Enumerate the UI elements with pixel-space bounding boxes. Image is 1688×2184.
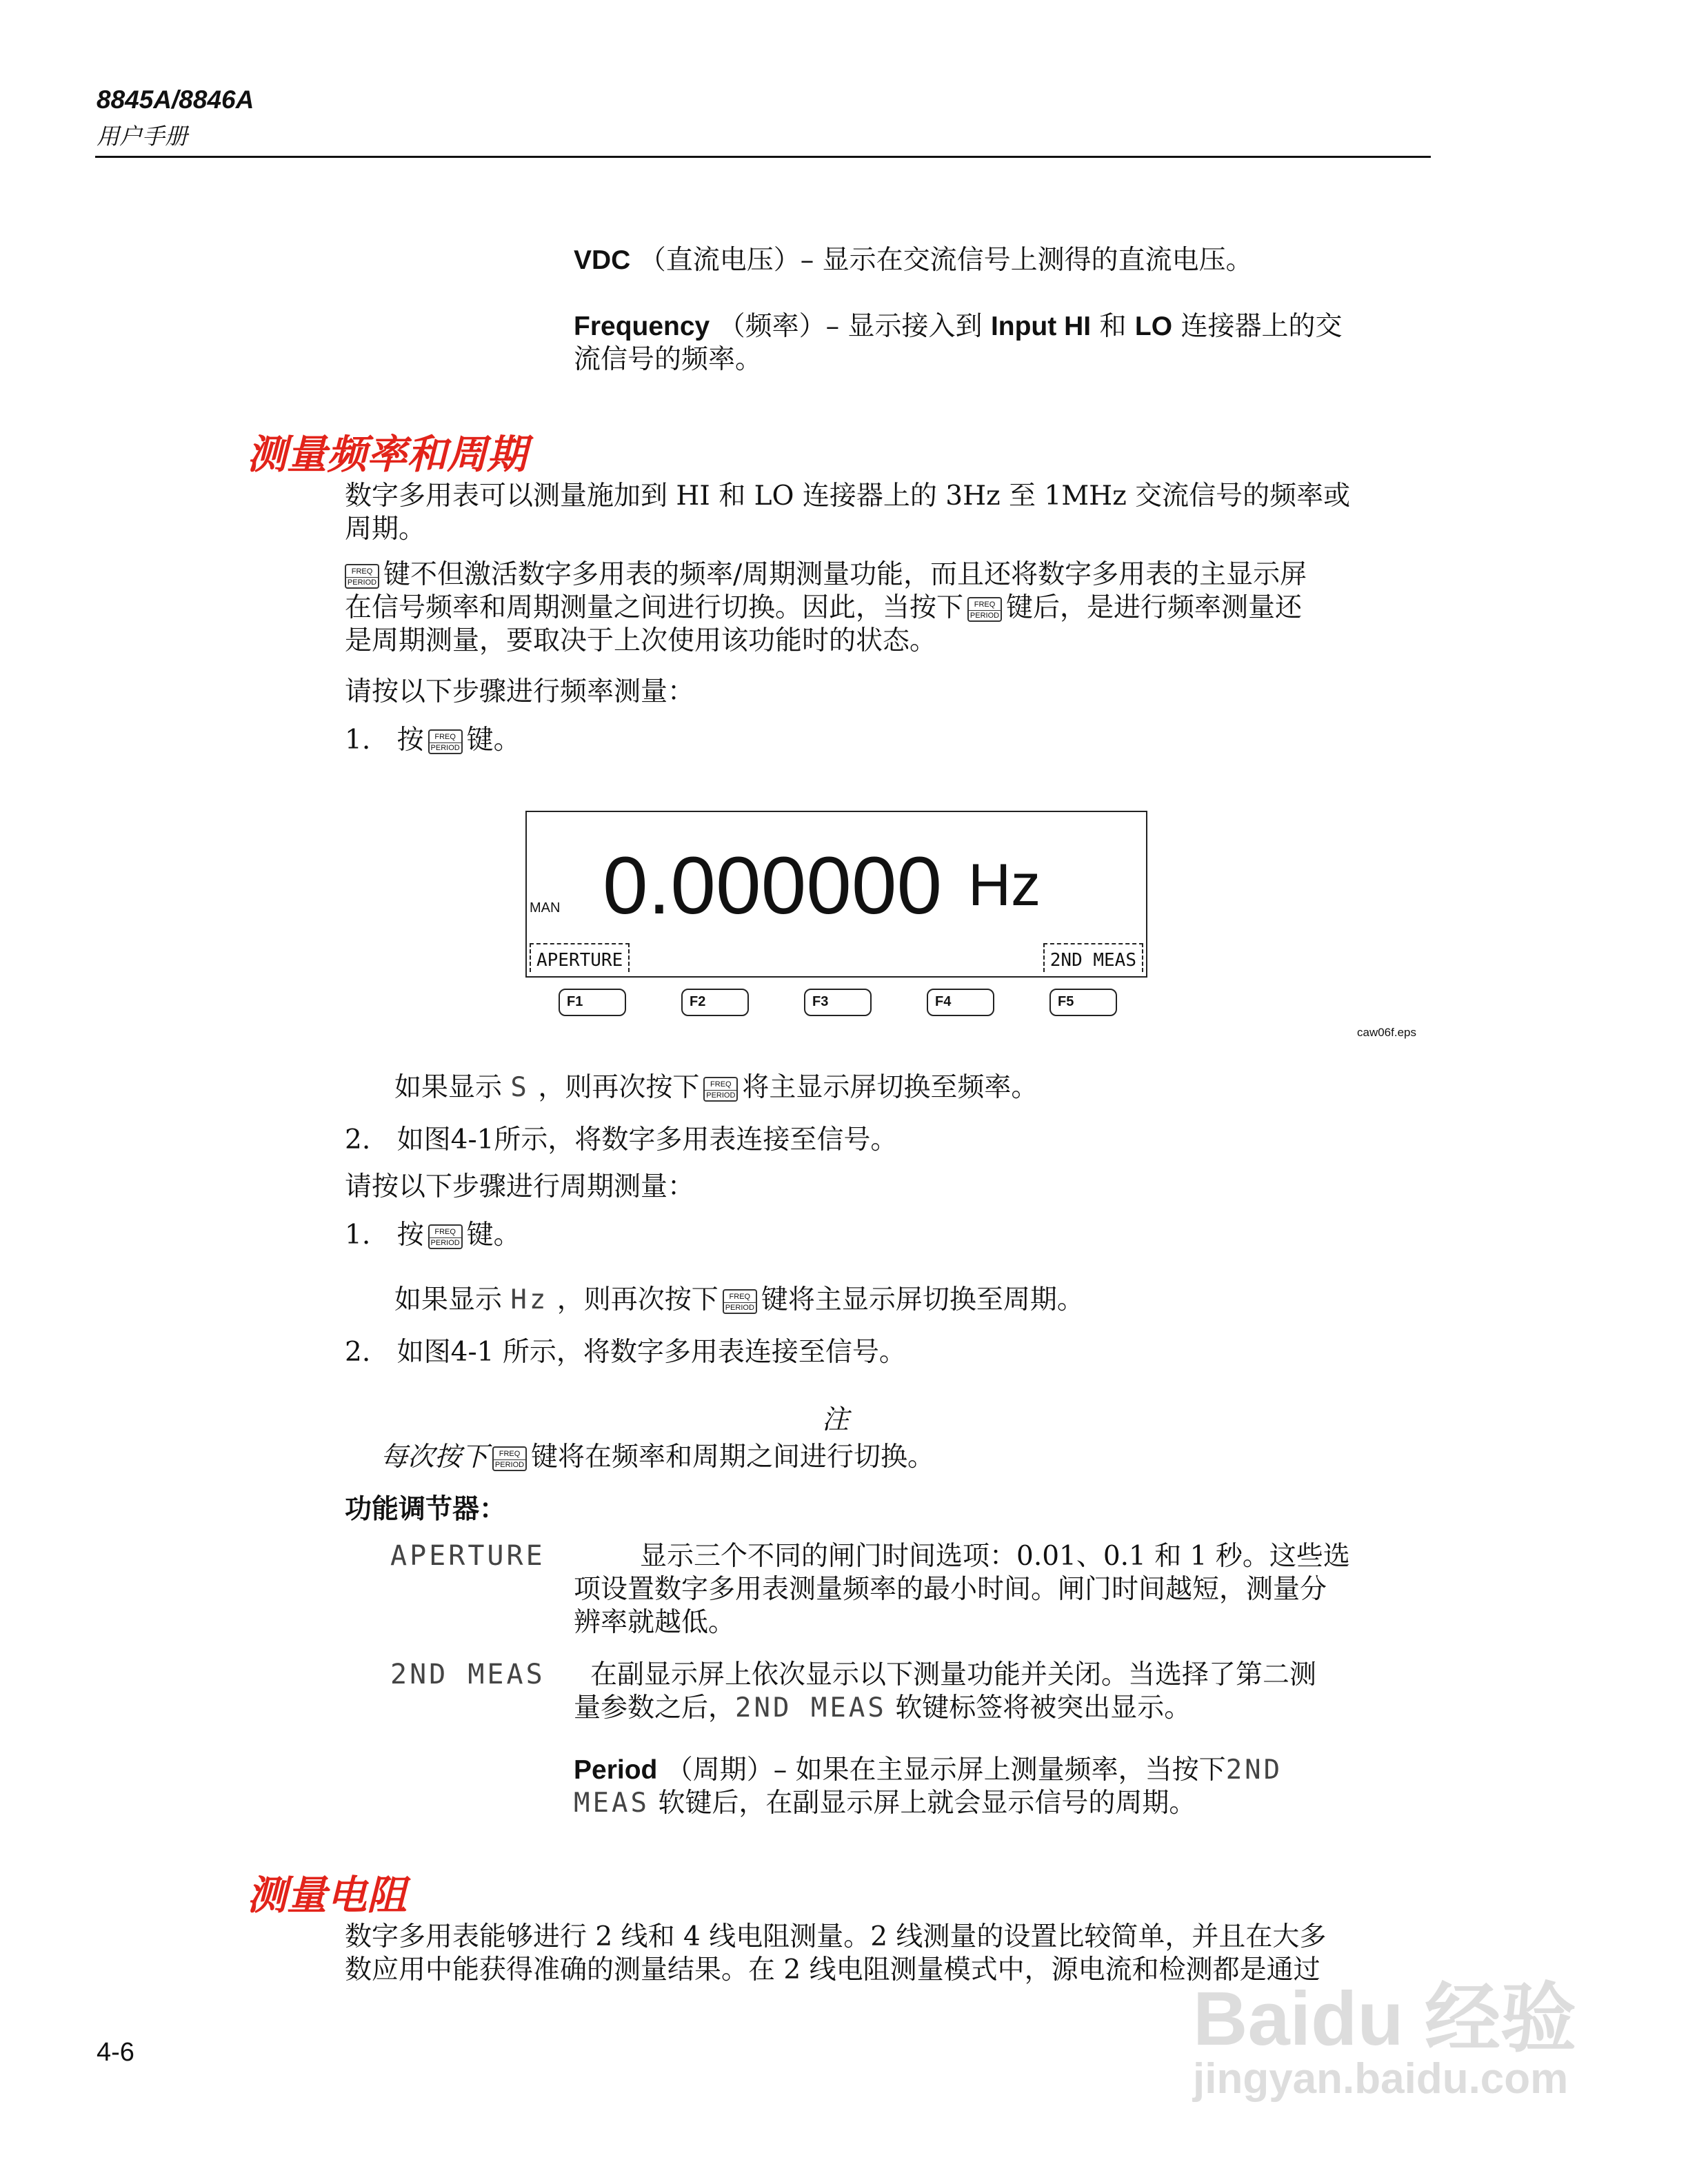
if-hz-text-c: 键将主显示屏切换至周期。 <box>761 1284 1084 1315</box>
baidu-watermark-logo: Baidu 经验 <box>1193 1976 1577 2061</box>
freq-period-key-icon <box>345 564 379 589</box>
key-top-label: FREQ <box>351 567 373 576</box>
f3-button[interactable]: F3 <box>804 989 872 1016</box>
step-text-end: 键。 <box>466 1220 521 1251</box>
section2-p1-line2: 数应用中能获得准确的测量结果。在 2 线电阻测量模式中，源电流和检测都是通过 <box>345 1954 1320 1985</box>
frequency-description <box>574 310 1429 376</box>
range-mode-indicator: MAN <box>530 900 561 916</box>
if-hz-text-b: ，则再次按下 <box>556 1284 719 1315</box>
freq-period-key-icon <box>703 1077 738 1102</box>
period-step-2 <box>345 1336 906 1369</box>
function-modifiers-title: 功能调节器： <box>345 1494 507 1525</box>
main-unit: Hz <box>968 852 1041 918</box>
section1-p1-line1: 数字多用表可以测量施加到 HI 和 LO 连接器上的 3Hz 至 1MHz 交流信号的频率或 <box>345 481 1351 512</box>
vdc-description <box>574 244 1253 277</box>
key-bottom-label: PERIOD <box>725 1304 754 1312</box>
section1-p1-line2: 周期。 <box>345 514 426 545</box>
freq-period-key-icon <box>428 1224 463 1249</box>
freq-period-key-icon <box>967 597 1002 622</box>
frequency-step-1 <box>345 724 521 757</box>
section-title-frequency-period: 测量频率和周期 <box>247 431 528 478</box>
section-title-resistance: 测量电阻 <box>247 1872 408 1919</box>
key-bottom-label: PERIOD <box>430 744 460 752</box>
if-shows-hz-line <box>394 1284 1084 1317</box>
section1-paragraph-1 <box>345 480 1434 546</box>
frequency-step-2 <box>345 1124 897 1157</box>
f5-button[interactable]: F5 <box>1049 989 1117 1016</box>
step-text: 按 <box>396 1220 424 1251</box>
2nd-meas-softkey-glyph: 2ND MEAS <box>390 1659 545 1690</box>
step-number: 2. <box>345 1337 371 1368</box>
key-top-label: FREQ <box>974 600 996 609</box>
vdc-term: VDC <box>574 245 631 275</box>
lcd-s-glyph: S <box>510 1072 530 1103</box>
key-bottom-label: PERIOD <box>347 578 377 587</box>
section1-p2-line2b: 键后，是进行频率测量还 <box>1006 592 1303 623</box>
page-number: 4-6 <box>97 2038 134 2067</box>
manual-subtitle: 用户手册 <box>97 123 188 150</box>
f1-button[interactable]: F1 <box>559 989 626 1016</box>
2nd-meas-line2a: 量参数之后， <box>574 1692 736 1723</box>
freq-period-key-icon <box>492 1446 527 1471</box>
section1-p2-line2a: 在信号频率和周期测量之间进行切换。因此，当按下 <box>345 592 964 623</box>
frequency-text-c: 流信号的频率。 <box>574 344 763 375</box>
key-top-label: FREQ <box>710 1080 732 1089</box>
section1-p2-line3: 是周期测量，要取决于上次使用该功能时的状态。 <box>345 625 937 656</box>
period-description <box>574 1754 1429 1820</box>
aperture-description <box>574 1540 1429 1639</box>
period-step-1 <box>345 1219 521 1252</box>
lo-term: LO <box>1134 312 1173 341</box>
section1-p2-line1: 键不但激活数字多用表的频率/周期测量功能，而且还将数字多用表的主显示屏 <box>383 559 1307 590</box>
frequency-term: Frequency <box>574 312 710 341</box>
section1-paragraph-2 <box>345 558 1434 658</box>
freq-period-key-icon <box>428 729 463 754</box>
period-meas-glyph: MEAS <box>574 1788 650 1819</box>
baidu-watermark-url: jingyan.baidu.com <box>1193 2055 1569 2103</box>
period-steps-intro: 请按以下步骤进行周期测量： <box>345 1171 695 1202</box>
softkey-label-aperture: APERTURE <box>530 943 630 972</box>
if-s-text-c: 将主显示屏切换至频率。 <box>742 1072 1038 1103</box>
freq-period-key-icon <box>723 1289 757 1314</box>
if-shows-s-line <box>394 1071 1038 1104</box>
key-top-label: FREQ <box>434 733 456 741</box>
key-bottom-label: PERIOD <box>430 1239 460 1247</box>
frequency-and: 和 <box>1099 311 1127 342</box>
step-number: 2. <box>345 1124 371 1155</box>
step-text-end: 键。 <box>466 725 521 756</box>
2nd-meas-line1: 在副显示屏上依次显示以下测量功能并关闭。当选择了第二测 <box>590 1659 1317 1690</box>
input-hi-term: Input HI <box>990 312 1092 341</box>
main-reading: 0.000000 <box>603 840 943 931</box>
frequency-text-b: 连接器上的交 <box>1180 311 1343 342</box>
2nd-meas-line2b: 软键标签将被突出显示。 <box>895 1692 1192 1723</box>
frequency-text-a: （频率）– 显示接入到 <box>718 311 983 342</box>
step-number: 1. <box>345 1220 371 1251</box>
manual-model: 8845A/8846A <box>97 85 254 114</box>
period-line1a: （周期）– 如果在主显示屏上测量频率，当按下 <box>665 1755 1226 1786</box>
step-text: 如图4-1 所示，将数字多用表连接至信号。 <box>396 1337 906 1368</box>
key-bottom-label: PERIOD <box>969 611 1000 620</box>
period-term: Period <box>574 1755 658 1785</box>
period-2nd-glyph: 2ND <box>1225 1755 1283 1786</box>
note-text-b: 键将在频率和周期之间进行切换。 <box>531 1442 935 1473</box>
aperture-softkey-glyph: APERTURE <box>390 1540 545 1572</box>
if-s-text-a: 如果显示 <box>394 1072 503 1103</box>
softkey-label-2nd-meas: 2ND MEAS <box>1043 943 1143 972</box>
if-s-text-b: ，则再次按下 <box>538 1072 700 1103</box>
if-hz-text-a: 如果显示 <box>394 1284 503 1315</box>
figure-caption: caw06f.eps <box>1357 1026 1416 1039</box>
step-text: 按 <box>396 725 424 756</box>
note-title: 注 <box>822 1404 850 1435</box>
note-text-a: 每次按下 <box>381 1442 489 1473</box>
key-top-label: FREQ <box>729 1293 751 1301</box>
2nd-meas-description <box>574 1659 1429 1725</box>
key-top-label: FREQ <box>499 1450 521 1458</box>
key-bottom-label: PERIOD <box>494 1461 525 1469</box>
aperture-line2: 项设置数字多用表测量频率的最小时间。闸门时间越短，测量分 <box>574 1574 1327 1605</box>
vdc-text: （直流电压）– 显示在交流信号上测得的直流电压。 <box>639 245 1253 276</box>
section2-p1-line1: 数字多用表能够进行 2 线和 4 线电阻测量。2 线测量的设置比较简单，并且在大多 <box>345 1921 1327 1952</box>
period-line2b: 软键后，在副显示屏上就会显示信号的周期。 <box>658 1788 1196 1819</box>
front-panel-display <box>525 811 1147 978</box>
note-text <box>381 1441 934 1474</box>
f4-button[interactable]: F4 <box>927 989 994 1016</box>
2nd-meas-inline-glyph: 2ND MEAS <box>735 1692 887 1723</box>
lcd-hz-glyph: Hz <box>510 1284 549 1315</box>
f2-button[interactable]: F2 <box>681 989 749 1016</box>
step-number: 1. <box>345 725 371 756</box>
aperture-line3: 辨率就越低。 <box>574 1607 736 1638</box>
header-divider <box>95 156 1431 158</box>
key-bottom-label: PERIOD <box>706 1091 736 1100</box>
aperture-line1: 显示三个不同的闸门时间选项：0.01、0.1 和 1 秒。这些选 <box>640 1541 1350 1572</box>
step-text: 如图4-1所示，将数字多用表连接至信号。 <box>396 1124 898 1155</box>
frequency-steps-intro: 请按以下步骤进行频率测量： <box>345 676 695 707</box>
key-top-label: FREQ <box>434 1228 456 1236</box>
